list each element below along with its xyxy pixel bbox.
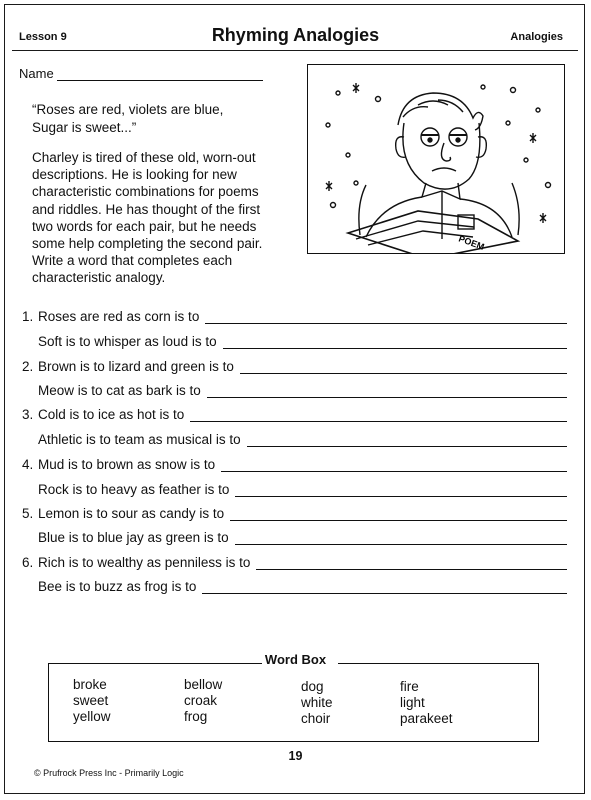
footer-copyright: © Prufrock Press Inc - Primarily Logic [34, 768, 184, 778]
question-text: Meow is to cat as bark is to [38, 383, 201, 398]
answer-blank[interactable] [247, 434, 567, 447]
word-box-word: light [400, 695, 425, 710]
poem-paper-label: POEM [457, 233, 486, 252]
intro-line: descriptions. He is looking for new [32, 167, 237, 183]
answer-blank[interactable] [205, 311, 567, 324]
word-box-word: broke [73, 677, 107, 692]
tired-man-with-poem-illustration [307, 64, 565, 254]
question-text: Mud is to brown as snow is to [38, 457, 216, 472]
page-title: Rhyming Analogies [211, 25, 380, 45]
answer-blank[interactable] [223, 336, 567, 349]
word-box-word: sweet [73, 693, 109, 708]
answer-blank[interactable] [240, 361, 567, 374]
word-box-title: Word Box [264, 652, 327, 667]
intro-line: characteristic combinations for poems [32, 184, 259, 200]
question-text: Lemon is to sour as candy is to [38, 506, 225, 521]
question-2a [22, 359, 567, 374]
answer-blank[interactable] [190, 409, 567, 422]
lesson-label: Lesson 9 [19, 31, 67, 43]
word-box [48, 663, 539, 742]
question-text: Rich is to wealthy as penniless is to [38, 555, 251, 570]
question-2b [38, 383, 567, 398]
question-text: Brown is to lizard and green is to [38, 359, 234, 374]
answer-blank[interactable] [207, 385, 567, 398]
word-box-word: bellow [184, 677, 223, 692]
answer-blank[interactable] [221, 459, 567, 472]
question-5b [38, 530, 567, 545]
question-number: 1. [22, 309, 34, 324]
word-box-word: parakeet [400, 711, 453, 726]
word-box-word: white [301, 695, 333, 710]
name-label: Name [19, 66, 54, 81]
question-4b [38, 482, 567, 497]
question-number: 3. [22, 407, 34, 422]
quote-line: “Roses are red, violets are blue, [32, 102, 224, 117]
question-number: 4. [22, 457, 34, 472]
question-text: Rock is to heavy as feather is to [38, 482, 230, 497]
question-6a [22, 555, 567, 570]
question-text: Athletic is to team as musical is to [38, 432, 241, 447]
quote-line: Sugar is sweet...” [32, 120, 137, 135]
question-4a [22, 457, 567, 472]
answer-blank[interactable] [230, 508, 567, 521]
question-number: 5. [22, 506, 34, 521]
intro-line: characteristic analogy. [32, 270, 166, 286]
question-1b [38, 334, 567, 349]
question-text: Soft is to whisper as loud is to [38, 334, 217, 349]
word-box-word: dog [301, 679, 324, 694]
word-box-word: croak [184, 693, 218, 708]
question-3a [22, 407, 567, 422]
intro-line: Write a word that completes each [32, 253, 233, 269]
intro-line: Charley is tired of these old, worn-out [32, 150, 256, 165]
question-5a [22, 506, 567, 521]
header-rule [12, 50, 578, 51]
question-6b [38, 579, 567, 594]
answer-blank[interactable] [235, 484, 567, 497]
word-box-word: yellow [73, 709, 111, 724]
intro-paragraph [32, 149, 304, 287]
page-number: 19 [288, 749, 303, 763]
question-text: Cold is to ice as hot is to [38, 407, 185, 422]
answer-blank[interactable] [256, 557, 567, 570]
name-field[interactable] [57, 68, 263, 81]
question-text: Bee is to buzz as frog is to [38, 579, 197, 594]
name-row [19, 66, 263, 81]
question-number: 6. [22, 555, 34, 570]
question-1a [22, 309, 567, 324]
category-label: Analogies [510, 31, 563, 43]
intro-line: some help completing the second pair. [32, 236, 263, 252]
word-box-word: frog [184, 709, 208, 724]
answer-blank[interactable] [202, 581, 567, 594]
answer-blank[interactable] [235, 532, 567, 545]
intro-line: two words for each pair, but he needs [32, 218, 257, 234]
illustration-drawing [308, 65, 564, 253]
question-3b [38, 432, 567, 447]
intro-line: and riddles. He has thought of the first [32, 201, 261, 217]
word-box-word: fire [400, 679, 419, 694]
question-text: Blue is to blue jay as green is to [38, 530, 229, 545]
word-box-word: choir [301, 711, 331, 726]
question-number: 2. [22, 359, 34, 374]
quote [32, 101, 292, 137]
question-text: Roses are red as corn is to [38, 309, 200, 324]
